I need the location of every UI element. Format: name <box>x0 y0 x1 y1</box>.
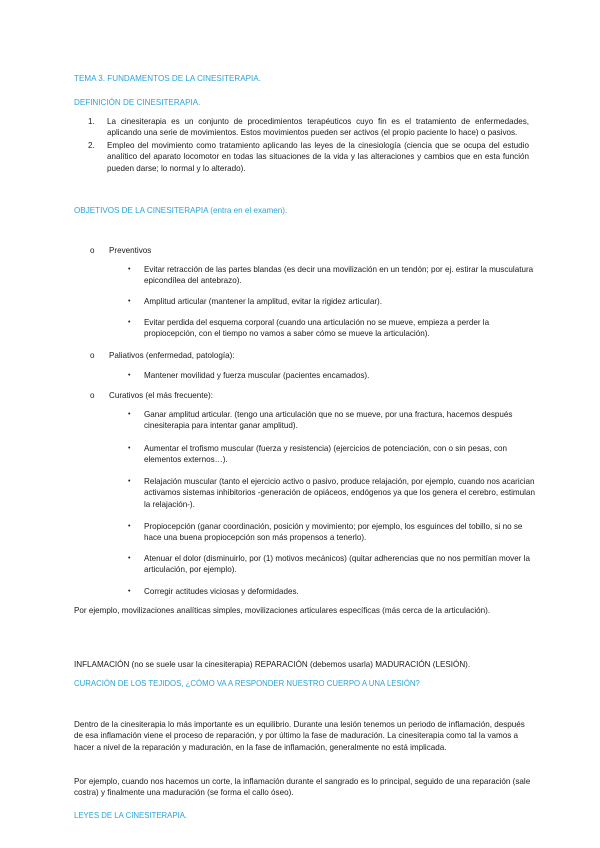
list-item <box>128 553 540 576</box>
bullet-icon: • <box>128 372 131 379</box>
list-item <box>128 586 540 597</box>
circle-bullet-icon: o <box>90 391 95 400</box>
circle-bullet-icon: o <box>90 246 95 255</box>
objectives-heading: OBJETIVOS DE LA CINESITERAPIA (entra en el examen). <box>74 206 288 215</box>
bullet-icon: • <box>128 555 131 562</box>
document-title: TEMA 3. FUNDAMENTOS DE LA CINESITERAPIA. <box>74 74 261 83</box>
list-item-text: Evitar retracción de las partes blandas (es decir una movilización en un tendón; por ej. estirar la musculatura epicondílea del antebrazo). <box>144 265 534 286</box>
list-item <box>128 370 540 381</box>
bullet-icon: • <box>128 478 131 485</box>
item-text: Empleo del movimiento como tratamiento aplicando las leyes de la cinesiología (ciencia que se ocupa del estudio analítico del aparato locomotor en todas las situaciones de la vida y las alteraciones y cambios que en esta función pueden darse; lo normal y lo alterado). <box>107 140 529 173</box>
list-item-text: Amplitud articular (mantener la amplitud, evitar la rigidez articular). <box>144 297 382 306</box>
objective-category <box>90 390 213 401</box>
list-item <box>128 317 540 340</box>
list-item-text: Evitar perdida del esquema corporal (cuando una articulación no se mueve, empieza a perder la propiocepción, con el tiempo no vamos a saber cómo se mueve la articulación). <box>144 318 490 339</box>
list-item <box>128 296 540 307</box>
category-label: Curativos (el más frecuente): <box>109 391 213 400</box>
list-item <box>128 521 540 544</box>
bullet-icon: • <box>128 588 131 595</box>
laws-heading: LEYES DE LA CINESITERAPIA. <box>74 811 188 820</box>
definition-list <box>74 116 529 175</box>
list-item <box>128 409 540 432</box>
healing-paragraph: Por ejemplo, cuando nos hacemos un corte, la inflamación durante el sangrado es lo principal, seguido de una reparación (sale costra) y finalmente una maduración (se forma el callo óseo). <box>74 777 531 798</box>
healing-heading: CURACIÓN DE LOS TEJIDOS, ¿CÓMO VA A RESPONDER NUESTRO CUERPO A UNA LESIÓN? <box>74 679 420 688</box>
list-item <box>128 264 540 287</box>
phases-line: INFLAMACIÓN (no se suele usar la cinesiterapia) REPARACIÓN (debemos usarla) MADURACIÓN (LESIÓN). <box>74 660 471 669</box>
list-item-text: Relajación muscular (tanto el ejercicio activo o pasivo, produce relajación, por ejemplo, cuando nos acarician activamos sistemas inhibitorios -generación de opiáceos, endógenos ya que los genera el cerebro, estimulan la relajación-). <box>144 477 535 509</box>
item-text: La cinesiterapia es un conjunto de procedimientos terapéuticos cuyo fin es el tratamiento de enfermedades, aplicando una serie de movimientos. Estos movimientos pueden ser activos (el propio paciente lo hace) o pasivos. <box>107 117 529 138</box>
bullet-icon: • <box>128 411 131 418</box>
bullet-icon: • <box>128 319 131 326</box>
definition-item <box>74 140 529 174</box>
item-number: 2. <box>88 140 95 150</box>
objective-category <box>90 245 151 256</box>
bullet-icon: • <box>128 523 131 530</box>
bullet-icon: • <box>128 445 131 452</box>
bullet-icon: • <box>128 266 131 273</box>
example-paragraph: Por ejemplo, movilizaciones analíticas simples, movilizaciones articulares específicas (más cerca de la articulación). <box>74 606 491 615</box>
objective-category <box>90 350 235 361</box>
definition-heading: DEFINICIÓN DE CINESITERAPIA. <box>74 98 201 107</box>
healing-paragraph: Dentro de la cinesiterapia lo más importante es un equilibrio. Durante una lesión tenemos un periodo de inflamación, después de esa inflamación viene el proceso de reparación, y por último la fase de maduración. La cinesiterapia como tal la vamos a hacer a nivel de la reparación y maduración, en la fase de inflamación, generalmente no está implicada. <box>74 720 525 752</box>
circle-bullet-icon: o <box>90 351 95 360</box>
list-item-text: Ganar amplitud articular. (tengo una articulación que no se mueve, por una fractura, hacemos después cinesiterapia para intentar ganar amplitud). <box>144 410 513 431</box>
item-number: 1. <box>88 117 95 126</box>
list-item-text: Propiocepción (ganar coordinación, posición y movimiento; por ejemplo, los esguinces del tobillo, si no se hace una buena propiocepción son más propensos a tenerlo). <box>144 522 523 543</box>
bullet-icon: • <box>128 298 131 305</box>
list-item-text: Mantener movilidad y fuerza muscular (pacientes encamados). <box>144 371 370 380</box>
list-item-text: Atenuar el dolor (disminuirlo, por (1) motivos mecánicos) (quitar adherencias que no nos permitían mover la articulación, por ejemplo). <box>144 554 530 575</box>
list-item-text: Aumentar el trofismo muscular (fuerza y resistencia) (ejercicios de potenciación, con o sin pesas, con elementos externos…). <box>144 444 508 465</box>
list-item-text: Corregir actitudes viciosas y deformidades. <box>144 587 299 596</box>
list-item <box>128 476 540 510</box>
category-label: Paliativos (enfermedad, patología): <box>109 351 235 360</box>
list-item <box>128 443 540 466</box>
category-label: Preventivos <box>109 246 152 255</box>
definition-item <box>74 116 529 139</box>
